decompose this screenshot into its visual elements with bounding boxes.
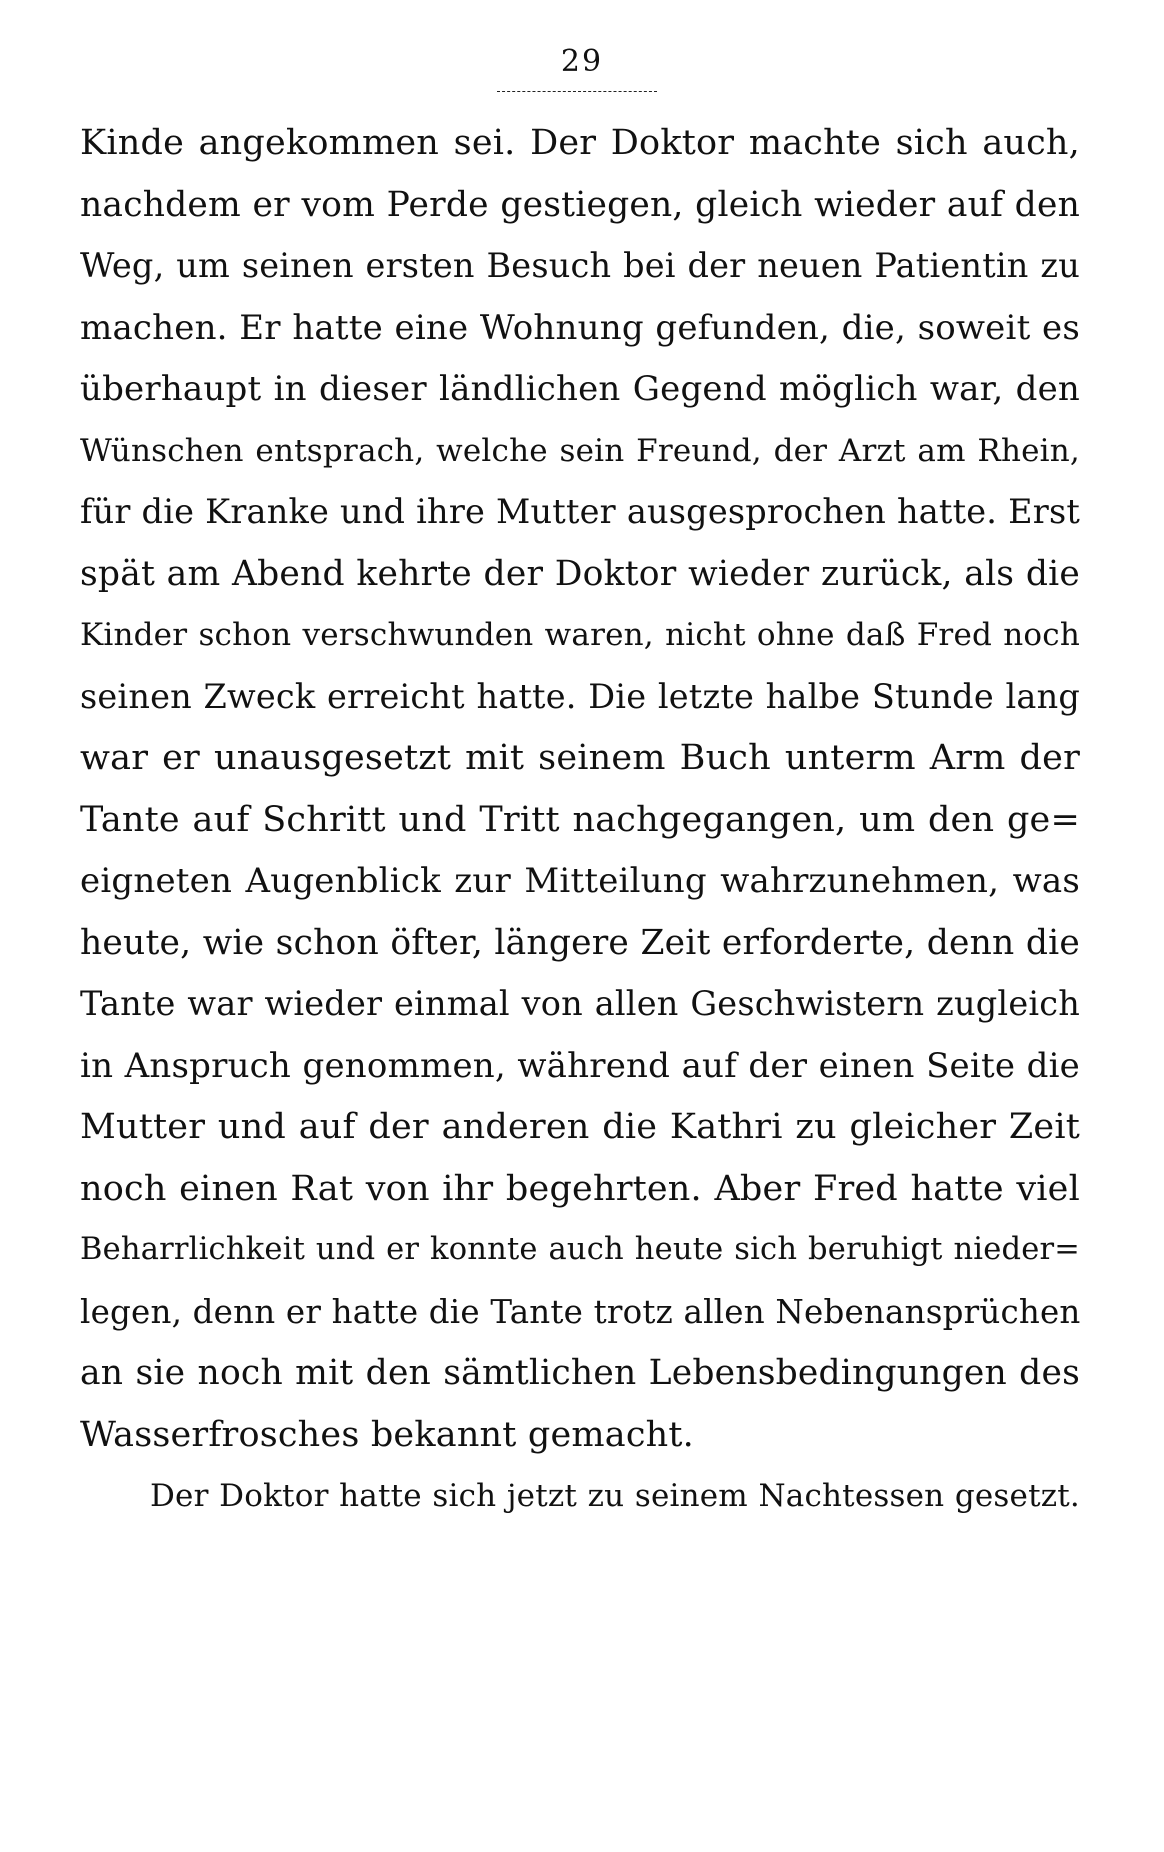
- text-line: Beharrlichkeit und er konnte auch heute sich beruhigt nieder=: [80, 1232, 1080, 1267]
- text-line: seinen Zweck erreicht hatte. Die letzte halbe Stunde lang: [80, 677, 1080, 716]
- text-line: Der Doktor hatte sich jetzt zu seinem Nachtessen gesetzt.: [150, 1478, 1080, 1514]
- text-line: spät am Abend kehrte der Doktor wieder zurück, als die: [80, 554, 1080, 594]
- text-line: noch einen Rat von ihr begehrten. Aber Fred hatte viel: [80, 1169, 1080, 1209]
- text-line: an sie noch mit den sämtlichen Lebensbedingungen des: [80, 1353, 1080, 1393]
- text-line: Wasserfrosches bekannt gemacht.: [80, 1415, 695, 1455]
- text-line: Kinde angekommen sei. Der Doktor machte sich auch,: [80, 123, 1080, 163]
- text-line: Wünschen entsprach, welche sein Freund, der Arzt am Rhein,: [80, 433, 1080, 469]
- text-line: nachdem er vom Perde gestiegen, gleich wieder auf den: [80, 185, 1080, 225]
- text-line: legen, denn er hatte die Tante trotz allen Nebenansprüchen: [80, 1293, 1081, 1331]
- header-rule: [497, 91, 657, 92]
- text-line: eigneten Augenblick zur Mitteilung wahrzunehmen, was: [80, 861, 1080, 901]
- text-line: Tante auf Schritt und Tritt nachgegangen, um den ge=: [80, 800, 1080, 840]
- text-line: war er unausgesetzt mit seinem Buch unterm Arm der: [80, 738, 1080, 778]
- text-line: Mutter und auf der anderen die Kathri zu gleicher Zeit: [80, 1107, 1080, 1147]
- text-line: Weg, um seinen ersten Besuch bei der neuen Patientin zu: [80, 246, 1080, 285]
- text-line: Tante war wieder einmal von allen Geschwistern zugleich: [80, 984, 1080, 1023]
- text-line: überhaupt in dieser ländlichen Gegend möglich war, den: [80, 369, 1080, 409]
- text-line: für die Kranke und ihre Mutter ausgesprochen hatte. Erst: [80, 492, 1080, 531]
- text-line: Kinder schon verschwunden waren, nicht ohne daß Fred noch: [80, 617, 1080, 653]
- text-line: machen. Er hatte eine Wohnung gefunden, die, soweit es: [80, 308, 1080, 348]
- text-line: in Anspruch genommen, während auf der einen Seite die: [80, 1046, 1080, 1086]
- page-number: 29: [560, 44, 604, 79]
- text-line: heute, wie schon öfter, längere Zeit erforderte, denn die: [80, 923, 1080, 963]
